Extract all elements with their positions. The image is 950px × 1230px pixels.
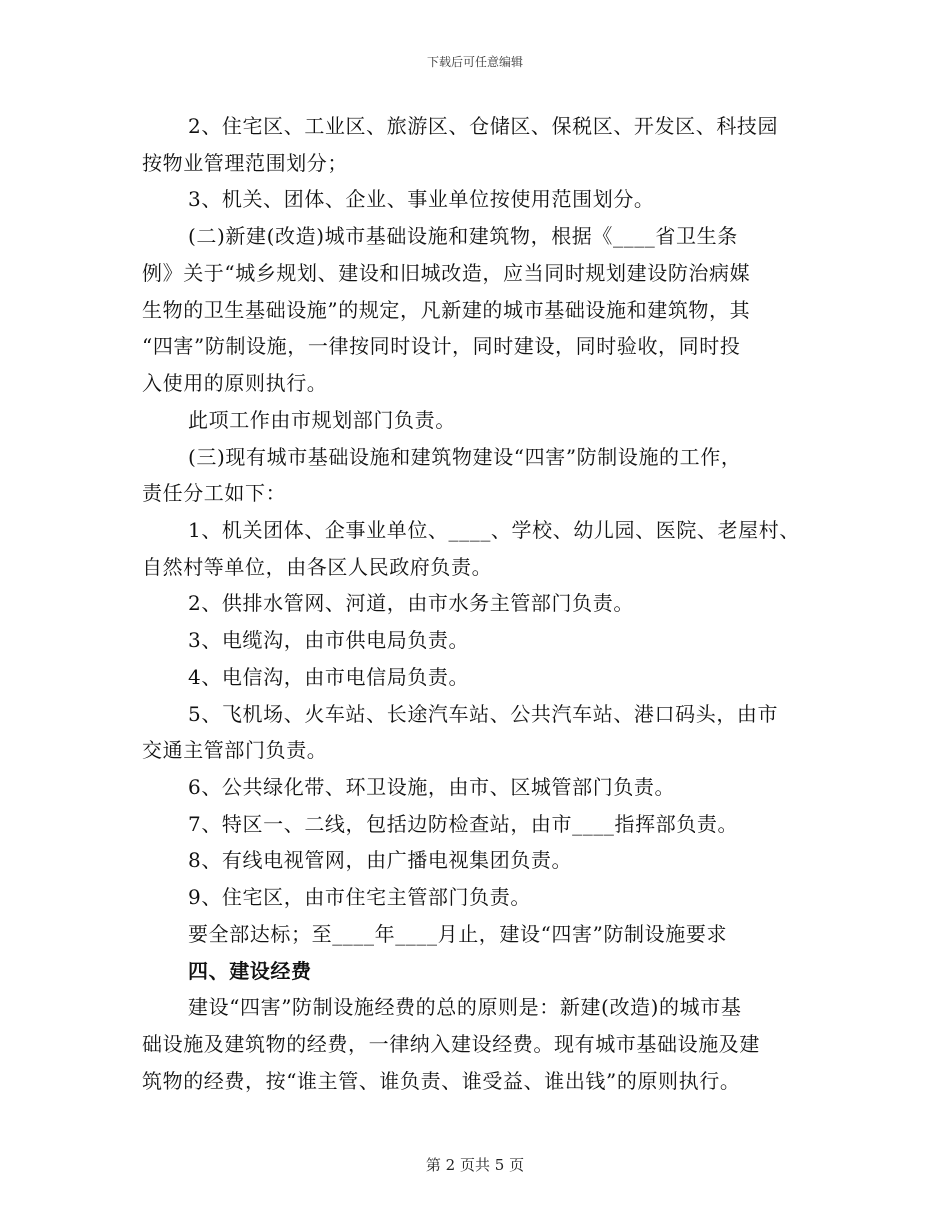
text-line: 建设“四害”防制设施经费的总的原则是：新建(改造)的城市基 <box>188 995 742 1020</box>
text-line: “四害”防制设施，一律按同时设计，同时建设，同时验收，同时投 <box>142 334 741 359</box>
text-line: 6、公共绿化带、环卫设施，由市、区城管部门负责。 <box>188 775 676 799</box>
text-line: 1、机关团体、企事业单位、____、学校、幼儿园、医院、老屋村、 <box>188 517 800 542</box>
text-line: 3、机关、团体、企业、事业单位按使用范围划分。 <box>188 187 655 212</box>
text-line: 此项工作由市规划部门负责。 <box>188 407 456 432</box>
text-line: 要全部达标；至____年____月止，建设“四害”防制设施要求 <box>188 921 728 946</box>
text-line: 入使用的原则执行。 <box>142 371 328 395</box>
text-line: 生物的卫生基础设施”的规定，凡新建的城市基础设施和建筑物，其 <box>142 297 751 322</box>
text-line: 础设施及建筑物的经费，一律纳入建设经费。现有城市基础设施及建 <box>142 1032 760 1056</box>
text-line: 2、供排水管网、河道，由市水务主管部门负责。 <box>188 591 634 616</box>
text-line: 8、有线电视管网，由广播电视集团负责。 <box>188 848 573 873</box>
text-line: 7、特区一、二线，包括边防检查站，由市____指挥部负责。 <box>188 811 739 836</box>
text-line: 5、飞机场、火车站、长途汽车站、公共汽车站、港口码头，由市 <box>188 701 779 726</box>
header-note: 下载后可任意编辑 <box>426 55 523 69</box>
text-line: 筑物的经费，按“谁主管、谁负责、谁受益、谁出钱”的原则执行。 <box>142 1068 741 1093</box>
page-footer: 第 2 页共 5 页 <box>425 1156 525 1174</box>
section-heading: 四、建设经费 <box>188 958 312 983</box>
text-line: 2、住宅区、工业区、旅游区、仓储区、保税区、开发区、科技园 <box>188 114 779 138</box>
text-line: 自然村等单位，由各区人民政府负责。 <box>142 554 493 579</box>
text-line: 按物业管理范围划分； <box>142 150 348 175</box>
text-line: 9、住宅区，由市住宅主管部门负责。 <box>188 885 531 910</box>
text-line: 例》关于“城乡规划、建设和旧城改造，应当同时规划建设防治病媒 <box>142 260 751 285</box>
text-line: 4、电信沟，由市电信局负责。 <box>188 664 470 689</box>
text-line: 交通主管部门负责。 <box>142 738 328 763</box>
text-line: (三)现有城市基础设施和建筑物建设“四害”防制设施的工作， <box>188 444 742 469</box>
text-line: (二)新建(改造)城市基础设施和建筑物，根据《____省卫生条 <box>188 224 738 249</box>
text-line: 责任分工如下： <box>142 481 287 506</box>
text-line: 3、电缆沟，由市供电局负责。 <box>188 628 470 653</box>
